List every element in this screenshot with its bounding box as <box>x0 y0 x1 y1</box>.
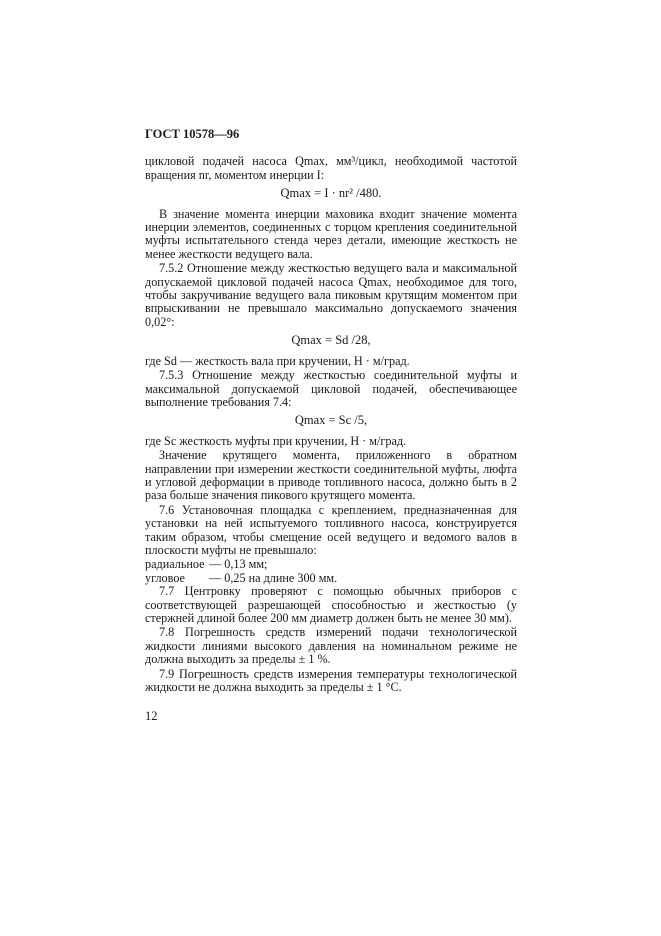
document-header: ГОСТ 10578—96 <box>145 127 240 141</box>
paragraph-7-6: 7.6 Установочная площадка с креплением, предназначенная для установки на ней испытуемого топливного насоса, конструируется таким образом, чтобы смещение осей ведущего и ведомого валов в плоскости муфты не превышало: <box>145 502 517 557</box>
paragraph-2: В значение момента инерции маховика входит значение момента инерции элементов, соединенных с торцом крепления соединительной муфты испытательного стенда через детали, имеющие жесткость не менее жесткости ведущего вала. <box>145 206 517 261</box>
paragraph-7-7: 7.7 Центровку проверяют с помощью обычных приборов с соответствующей разрешающей способностью и жесткостью (у стержней длиной более 200 мм диаметр должен быть не менее 30 мм). <box>145 584 517 625</box>
formula-2: Qmax = Sd /28, <box>291 333 371 348</box>
deviation-angular <box>145 572 517 585</box>
paragraph-1: цикловой подачей насоса Qmax, мм³/цикл, необходимой частотой вращения nr, моментом инерции I: <box>145 154 517 182</box>
paragraph-sc-definition: где Sc жесткость муфты при кручении, Н · м/град. <box>145 433 407 448</box>
paragraph-7-5-2: 7.5.2 Отношение между жесткостью ведущего вала и максимальной допускаемой цикловой подачей насоса Qmax, необходимое для того, чтобы закручивание ведущего вала пиковым крутящим моментом при впрыскивании не превышало максимально допускаемого значения 0,02°: <box>145 261 517 329</box>
deviation-radial-value: — 0,13 мм; <box>209 557 268 572</box>
paragraph-7-5-3: 7.5.3 Отношение между жесткостью соединительной муфты и максимальной допускаемой цикловой подачей, обеспечивающее выполнение требования 7.4: <box>145 368 517 409</box>
paragraph-7-8: 7.8 Погрешность средств измерений подачи технологической жидкости линиями высокого давления на номинальном режиме не должна выходить за пределы ± 1 %. <box>145 625 517 667</box>
paragraph-sd-definition: где Sd — жесткость вала при кручении, Н · м/град. <box>145 353 410 368</box>
paragraph-7-9: 7.9 Погрешность средств измерения температуры технологической жидкости не должна выходить за пределы ± 1 °С. <box>145 666 517 695</box>
page-number: 12 <box>145 709 158 724</box>
formula-3: Qmax = Sc /5, <box>294 413 368 428</box>
paragraph-torque: Значение крутящего момента, приложенного в обратном направлении при измерении жесткости соединительной муфты, люфта и угловой деформации в приводе топливного насоса, должно быть в 2 раза больше значения пикового крутящего момента. <box>145 448 517 503</box>
deviation-angular-value: — 0,25 на длине 300 мм. <box>209 570 338 585</box>
deviation-radial <box>145 558 517 571</box>
deviation-angular-label: угловое <box>145 570 185 585</box>
document-page <box>145 128 517 724</box>
formula-1: Qmax = I · nr² /480. <box>280 186 382 201</box>
deviation-radial-label: радиальное <box>145 557 205 572</box>
